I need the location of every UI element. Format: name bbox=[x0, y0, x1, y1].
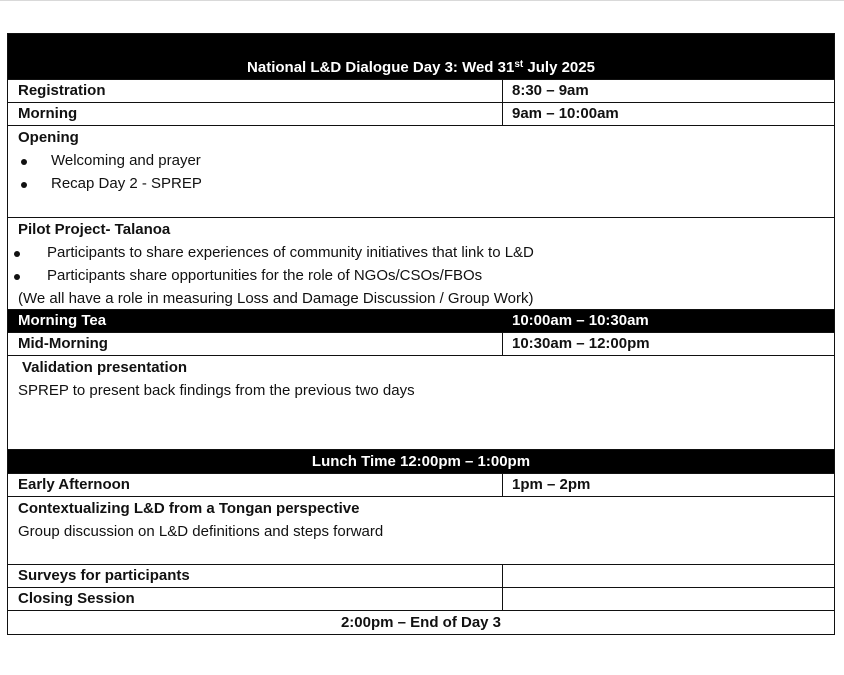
pilot-project-section bbox=[7, 217, 835, 310]
early-afternoon-label: Early Afternoon bbox=[18, 476, 130, 493]
schedule-title: National L&D Dialogue Day 3: Wed 31st July 2025 bbox=[247, 59, 595, 76]
lunch-row bbox=[7, 449, 835, 474]
top-divider bbox=[0, 0, 844, 1]
schedule-header bbox=[7, 33, 835, 80]
end-label: 2:00pm – End of Day 3 bbox=[340, 614, 502, 631]
opening-item: Recap Day 2 - SPREP bbox=[51, 175, 202, 192]
surveys-time-cell bbox=[503, 565, 834, 587]
validation-title: Validation presentation bbox=[22, 359, 188, 376]
bullet-icon bbox=[14, 251, 20, 257]
mid-morning-label: Mid-Morning bbox=[18, 335, 108, 352]
morning-label: Morning bbox=[18, 105, 78, 122]
lunch-label: Lunch Time 12:00pm – 1:00pm bbox=[311, 453, 531, 470]
closing-label: Closing Session bbox=[18, 590, 135, 607]
surveys-row bbox=[7, 564, 835, 588]
opening-item: Welcoming and prayer bbox=[51, 152, 201, 169]
early-afternoon-time: 1pm – 2pm bbox=[512, 476, 591, 493]
mid-morning-row bbox=[7, 332, 835, 356]
contextualizing-text: Group discussion on L&D definitions and steps forward bbox=[18, 523, 384, 540]
mid-morning-time: 10:30am – 12:00pm bbox=[512, 335, 650, 352]
bullet-icon bbox=[14, 274, 20, 280]
morning-row bbox=[7, 102, 835, 126]
pilot-note: (We all have a role in measuring Loss and Damage Discussion / Group Work) bbox=[18, 290, 534, 307]
early-afternoon-row bbox=[7, 473, 835, 497]
validation-text: SPREP to present back findings from the previous two days bbox=[18, 382, 415, 399]
surveys-label: Surveys for participants bbox=[18, 567, 190, 584]
closing-row bbox=[7, 587, 835, 611]
registration-row bbox=[7, 79, 835, 103]
opening-section bbox=[7, 125, 835, 218]
bullet-icon bbox=[21, 159, 27, 165]
morning-tea-time: 10:00am – 10:30am bbox=[512, 312, 649, 329]
morning-tea-row bbox=[7, 309, 835, 333]
closing-time-cell bbox=[503, 588, 834, 610]
registration-time: 8:30 – 9am bbox=[512, 82, 589, 99]
morning-time: 9am – 10:00am bbox=[512, 105, 619, 122]
bullet-icon bbox=[21, 182, 27, 188]
pilot-title: Pilot Project- Talanoa bbox=[18, 221, 171, 238]
contextualizing-title: Contextualizing L&D from a Tongan perspective bbox=[18, 500, 360, 517]
pilot-item: Participants to share experiences of community initiatives that link to L&D bbox=[47, 244, 534, 261]
registration-label: Registration bbox=[18, 82, 106, 99]
validation-section bbox=[7, 355, 835, 450]
contextualizing-section bbox=[7, 496, 835, 565]
pilot-item: Participants share opportunities for the role of NGOs/CSOs/FBOs bbox=[47, 267, 483, 284]
end-row bbox=[7, 610, 835, 635]
morning-tea-label: Morning Tea bbox=[18, 312, 107, 329]
opening-title: Opening bbox=[18, 129, 79, 146]
day3-schedule-table bbox=[7, 33, 835, 635]
